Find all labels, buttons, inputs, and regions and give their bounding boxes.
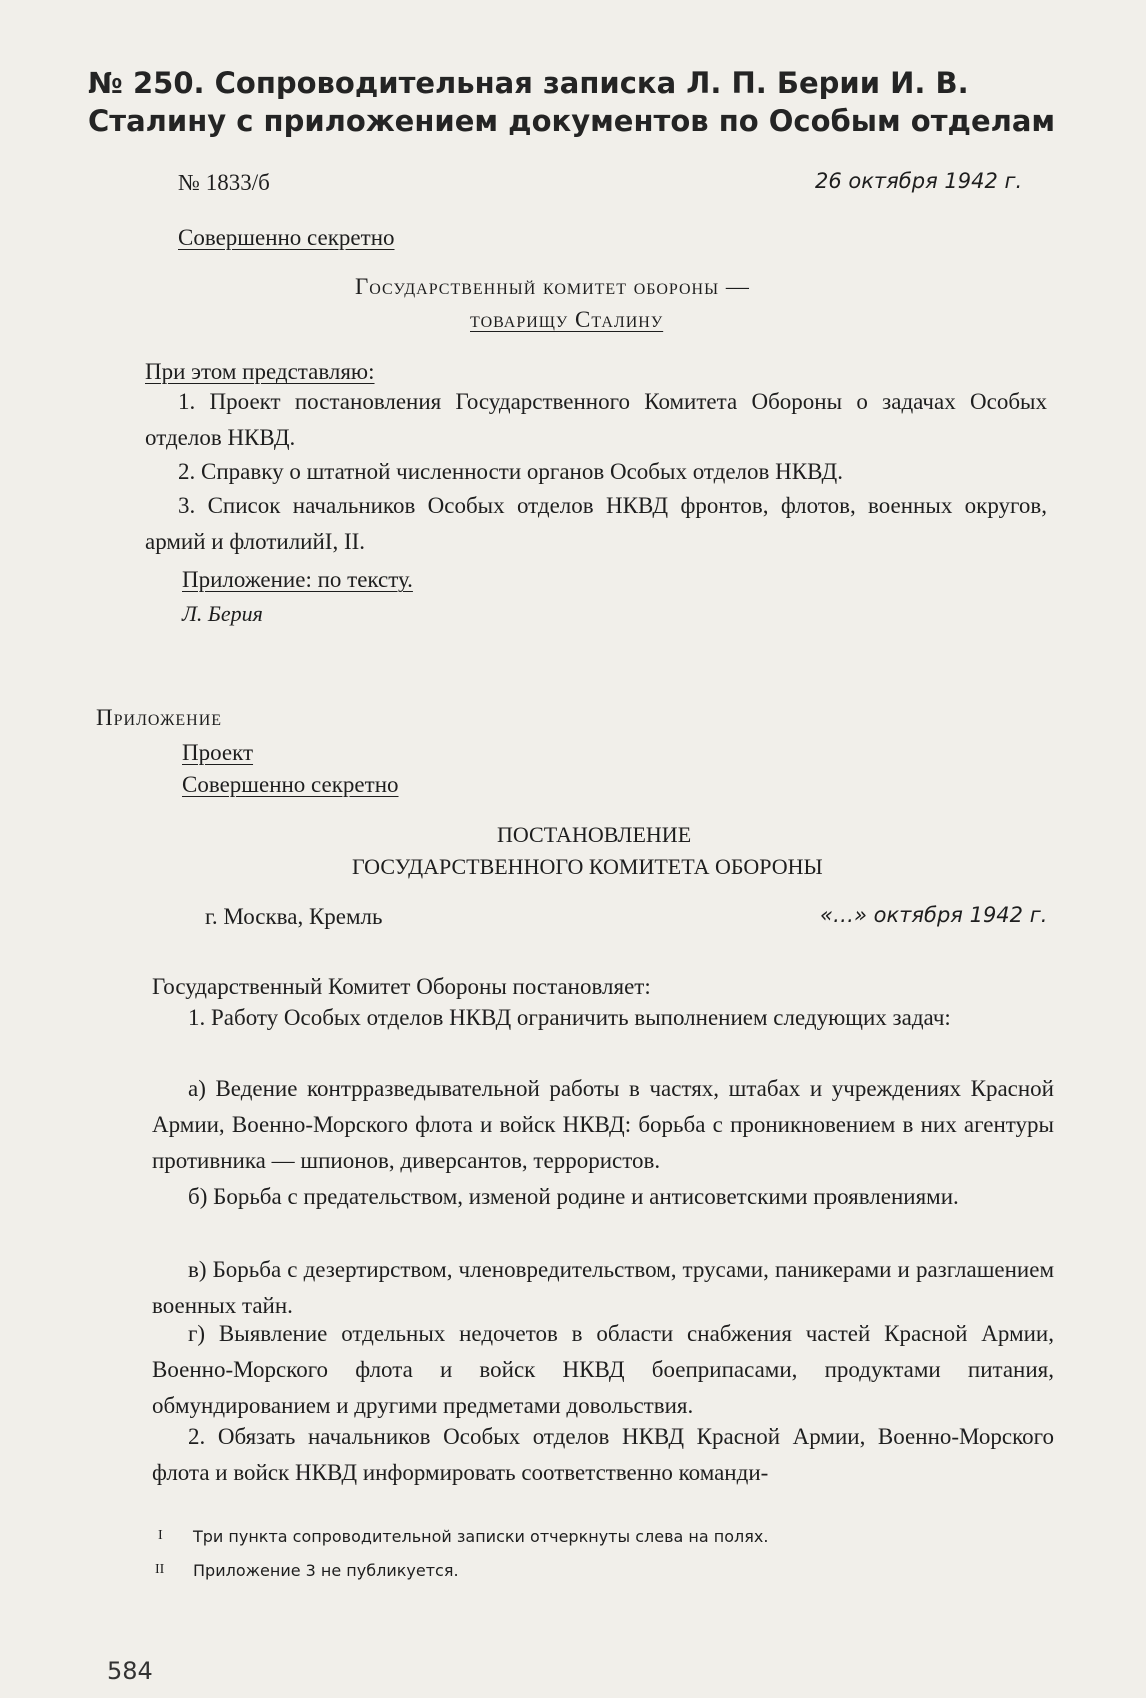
- addressee-line-1: Государственный комитет обороны —: [355, 274, 750, 299]
- resolution-point-1: 1. Работу Особых отделов НКВД ограничить выполнением следующих задач:: [188, 1005, 951, 1030]
- document-title: № 250. Сопроводительная записка Л. П. Берии И. В. Сталину с приложением документов по Особым отделам: [88, 66, 1056, 138]
- attachment-line: Приложение: по тексту.: [182, 567, 413, 592]
- footnote-mark-1: I: [158, 1528, 163, 1543]
- resolution-point-1g: г) Выявление отдельных недочетов в области снабжения частей Красной Армии, Военно-Морского флота и войск НКВД боеприпасами, продуктами питания, обмундированием и другими предметами довольствия.: [152, 1321, 1054, 1418]
- preamble: Государственный Комитет Обороны постановляет:: [152, 974, 651, 999]
- footnote-1: Три пункта сопроводительной записки отчеркнуты слева на полях.: [193, 1527, 769, 1546]
- document-number: № 1833/б: [178, 170, 270, 195]
- signature: Л. Берия: [182, 601, 263, 626]
- resolution-title: ПОСТАНОВЛЕНИЕ: [497, 822, 692, 847]
- appendix-secrecy-stamp: Совершенно секретно: [182, 772, 399, 797]
- list-item-2: 2. Справку о штатной численности органов Особых отделов НКВД.: [178, 459, 844, 484]
- list-item-1: 1. Проект постановления Государственного Комитета Обороны о задачах Особых отделов НКВД.: [145, 389, 1047, 450]
- secrecy-stamp: Совершенно секретно: [178, 225, 395, 250]
- draft-label: Проект: [182, 740, 254, 765]
- footnote-mark-2: II: [155, 1562, 165, 1577]
- appendix-heading: Приложение: [96, 705, 223, 730]
- list-item-3: 3. Список начальников Особых отделов НКВД фронтов, флотов, военных округов, армий и флотилийI, II.: [145, 493, 1047, 554]
- resolution-date: «…» октября 1942 г.: [820, 903, 1048, 927]
- intro-line: При этом представляю:: [145, 359, 375, 384]
- document-date: 26 октября 1942 г.: [815, 169, 1023, 193]
- resolution-subtitle: ГОСУДАРСТВЕННОГО КОМИТЕТА ОБОРОНЫ: [352, 854, 823, 879]
- resolution-point-1v: в) Борьба с дезертирством, членовредительством, трусами, паникерами и разглашением военных тайн.: [152, 1257, 1054, 1318]
- resolution-point-2: 2. Обязать начальников Особых отделов НКВД Красной Армии, Военно-Морского флота и войск НКВД информировать соответственно команди-: [152, 1424, 1054, 1485]
- page-number: 584: [107, 1657, 153, 1685]
- addressee-line-2: товарищу Сталину: [470, 307, 664, 332]
- resolution-point-1b: б) Борьба с предательством, изменой родине и антисоветскими проявлениями.: [188, 1184, 959, 1209]
- resolution-place: г. Москва, Кремль: [205, 904, 383, 929]
- footnote-2: Приложение 3 не публикуется.: [193, 1561, 459, 1580]
- resolution-point-1a: а) Ведение контрразведывательной работы в частях, штабах и учреждениях Красной Армии, Военно-Морского флота и войск НКВД: борьба с проникновением в них агентуры противника — шпионов, диверсантов, террористов.: [152, 1076, 1054, 1173]
